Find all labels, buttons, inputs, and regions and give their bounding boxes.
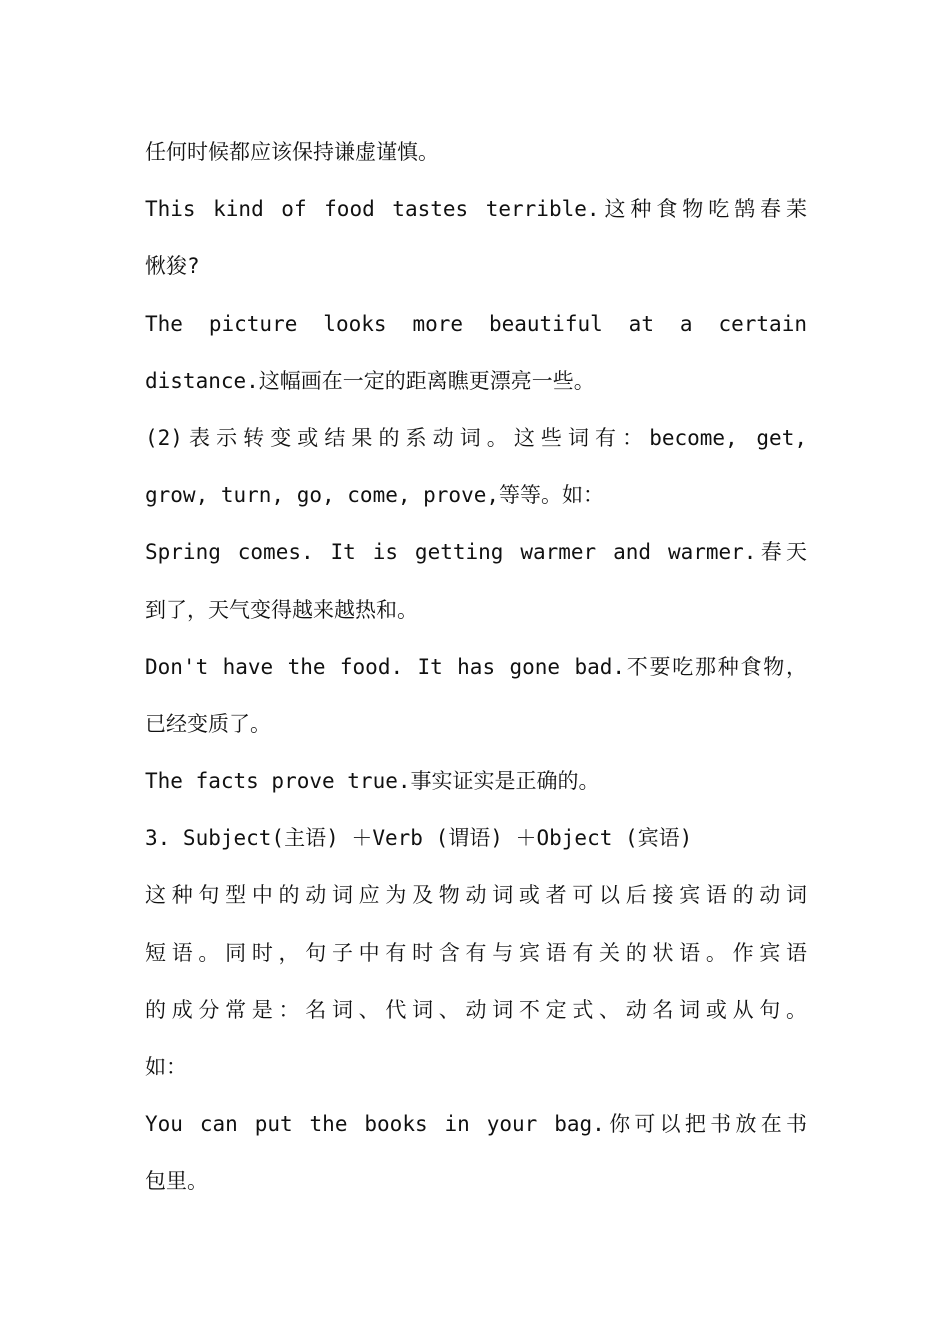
text-line: 已经变质了。 xyxy=(145,711,271,736)
text-line: 短语。同时，句子中有时含有与宾语有关的状语。作宾语 xyxy=(145,940,807,965)
section-heading: 3. Subject(主语) ＋Verb (谓语) ＋Object (宾语) xyxy=(145,826,693,851)
text-line: This kind of food tastes terrible.这种食物吃鹄春苿 xyxy=(145,197,807,222)
text-line: 如： xyxy=(145,1055,187,1079)
text-line: 这种句型中的动词应为及物动词或者可以后接宾语的动词 xyxy=(145,883,807,908)
text-line: The facts prove true.事实证实是正确的。 xyxy=(145,769,600,794)
text-line: (2)表示转变或结果的系动词。这些词有：become, get, xyxy=(145,425,807,450)
text-line: 包里。 xyxy=(145,1169,208,1194)
text-line: The picture looks more beautiful at a certain xyxy=(145,311,807,336)
text-line: distance.这幅画在一定的距离瞧更漂亮一些。 xyxy=(145,368,595,393)
text-line: Don't have the food. It has gone bad.不要吃那种食物， xyxy=(145,654,807,679)
text-line: You can put the books in your bag.你可以把书放在书 xyxy=(145,1112,807,1137)
document-body xyxy=(145,124,807,1211)
text-line: 任何时候都应该保持谦虚谨慎。 xyxy=(145,140,439,164)
text-line: 到了，天气变得越来越热和。 xyxy=(145,597,418,622)
text-line: grow, turn, go, come, prove,等等。如： xyxy=(145,483,605,508)
text-line: 愀狻? xyxy=(145,254,200,279)
text-line: 的成分常是：名词、代词、动词不定式、动名词或从句。 xyxy=(145,997,807,1022)
text-line: Spring comes. It is getting warmer and warmer.春天 xyxy=(145,540,807,565)
